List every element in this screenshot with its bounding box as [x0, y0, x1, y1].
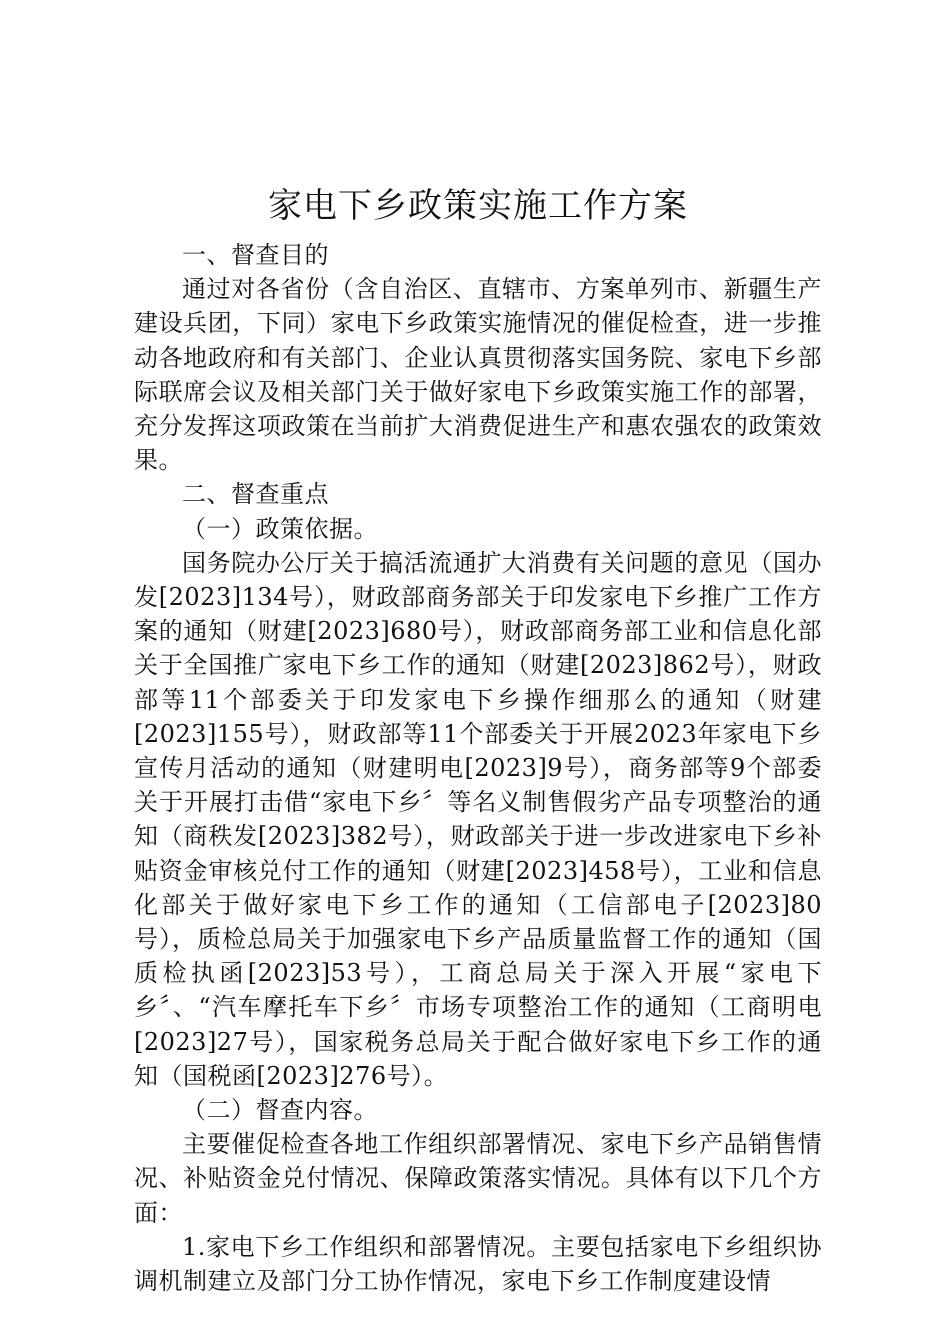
section-heading-purpose: 一、督查目的 [182, 241, 329, 269]
subheading-policy-basis: （一）政策依据。 [182, 514, 378, 543]
paragraph-item-1: 1.家电下乡工作组织和部署情况。主要包括家电下乡组织协调机制建立及部门分工协作情况，家电下乡工作制度建设情 [134, 1232, 822, 1296]
document-page [134, 178, 822, 1298]
document-title: 家电下乡政策实施工作方案 [268, 186, 688, 226]
paragraph-purpose: 通过对各省份（含自治区、直辖市、方案单列市、新疆生产建设兵团，下同）家电下乡政策实施情况的催促检查，进一步推动各地政府和有关部门、企业认真贯彻落实国务院、家电下乡部际联席会议及相关部门关于做好家电下乡政策实施工作的部署，充分发挥这项政策在当前扩大消费促进生产和惠农强农的政策效果。 [134, 275, 822, 475]
section-heading-focus: 二、督查重点 [182, 480, 329, 509]
paragraph-inspection-content: 主要催促检查各地工作组织部署情况、家电下乡产品销售情况、补贴资金兑付情况、保障政策落实情况。具体有以下几个方面： [134, 1130, 822, 1227]
subheading-inspection-content: （二）督查内容。 [182, 1096, 378, 1125]
paragraph-policy-basis: 国务院办公厅关于搞活流通扩大消费有关问题的意见（国办发[2023]134号），财政部商务部关于印发家电下乡推广工作方案的通知（财建[2023]680号），财政部商务部工业和信息化部关于全国推广家电下乡工作的通知（财建[2023]862号），财政部等11个部委关于印发家电下乡操作细那么的通知（财建[2023]155号），财政部等11个部委关于开展2023年家电下乡宣传月活动的通知（财建明电[2023]9号），商务部等9个部委关于开展打击借“家电下乡〞等名义制售假劣产品专项整治的通知（商秩发[2023]382号），财政部关于进一步改进家电下乡补贴资金审核兑付工作的通知（财建[2023]458号），工业和信息化部关于做好家电下乡工作的通知（工信部电子[2023]80号），质检总局关于加强家电下乡产品质量监督工作的通知（国质检执函[2023]53号），工商总局关于深入开展“家电下乡〞、“汽车摩托车下乡〞市场专项整治工作的通知（工商明电[2023]27号），国家税务总局关于配合做好家电下乡工作的通知（国税函[2023]276号）。 [134, 548, 822, 1090]
